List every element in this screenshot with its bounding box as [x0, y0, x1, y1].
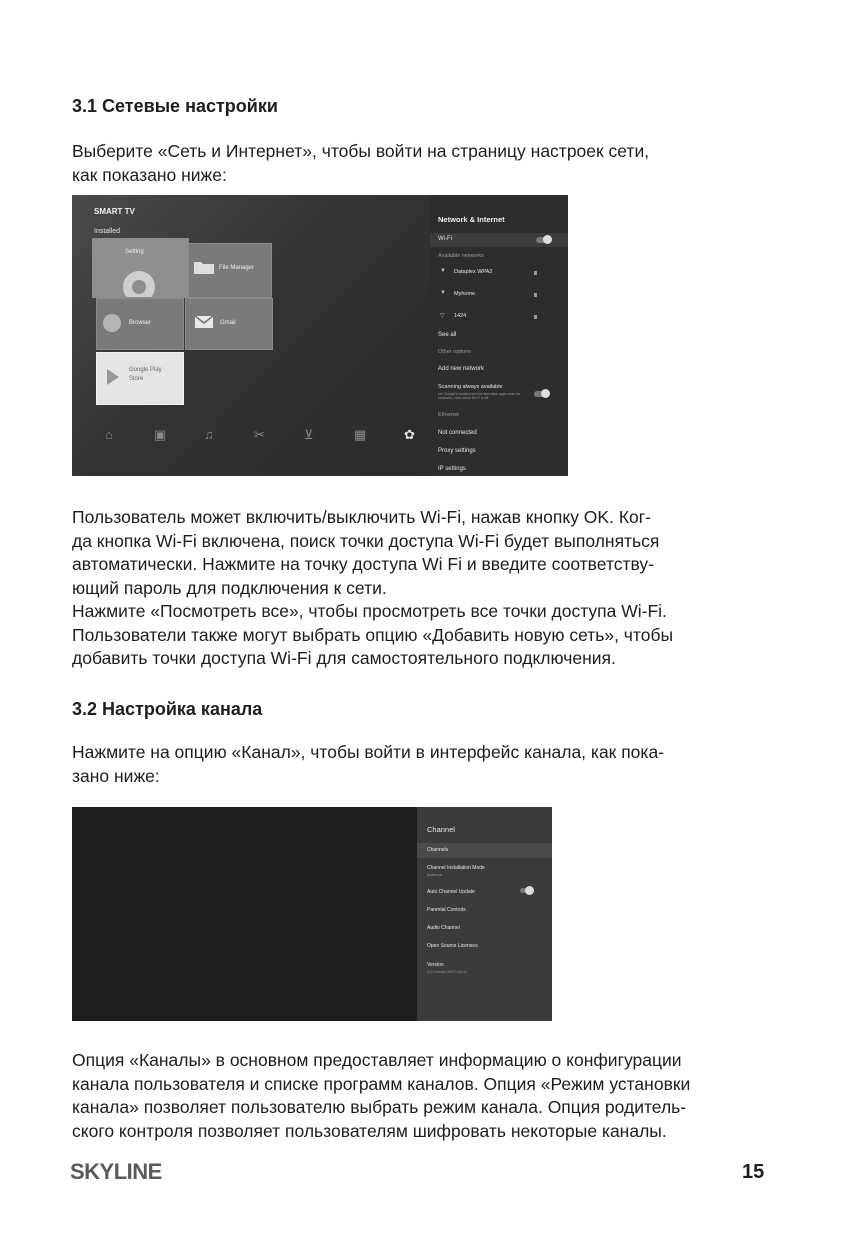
wifi-row[interactable]: [430, 233, 568, 247]
brand-label: SMART TV: [94, 207, 135, 216]
network-settings-screenshot: [72, 195, 568, 476]
gear-icon: [117, 261, 161, 297]
apps-icon[interactable]: ▦: [354, 427, 367, 442]
store-label: Store: [129, 376, 144, 382]
body-line: Пользователи также могут выбрать опцию «Добавить новую сеть», чтобы: [72, 624, 674, 645]
intro-line: Выберите «Сеть и Интернет», чтобы войти на страницу настроек сети,: [72, 141, 650, 161]
play-store-icon: [105, 367, 121, 387]
ethernet-status[interactable]: Not connected: [438, 430, 477, 436]
intro-line: как показано ниже:: [72, 164, 227, 185]
body-line: да кнопка Wi-Fi включена, поиск точки доступа Wi-Fi будет выполняться: [72, 530, 660, 551]
channel-panel: [417, 807, 552, 1021]
channel-menu-item[interactable]: Auto Channel Update: [427, 889, 475, 895]
section-2-body: [72, 1049, 772, 1143]
scanning-toggle[interactable]: [534, 391, 548, 397]
skyline-logo: SKYLINE: [70, 1159, 162, 1184]
setting-tile[interactable]: [92, 238, 189, 298]
available-networks-label: Available networks: [438, 253, 484, 259]
scanning-item[interactable]: Scanning always available: [438, 384, 503, 390]
section-2-heading: 3.2 Настройка канала: [72, 699, 263, 719]
wifi-label: Wi-Fi: [438, 236, 452, 242]
file-manager-label: File Manager: [219, 265, 255, 271]
channel-menu-item[interactable]: Channel Installation Mode: [427, 865, 485, 871]
network-item[interactable]: Myhome: [454, 291, 476, 297]
browser-tile[interactable]: [96, 298, 184, 350]
scanning-description: Let Google's location service and other apps scan for networks, even when Wi-Fi is off: [438, 392, 521, 400]
ip-settings-item[interactable]: IP settings: [438, 466, 466, 472]
gmail-label: Gmail: [220, 320, 236, 326]
channel-menu-item[interactable]: Audio Channel: [427, 925, 460, 931]
body-line: ского контроля позволяет пользователям шифровать некоторые каналы.: [72, 1120, 667, 1141]
google-play-label: Google Play: [129, 367, 162, 373]
section-1-heading: 3.1 Сетевые настройки: [72, 96, 278, 116]
see-all-item[interactable]: See all: [438, 332, 457, 338]
settings-gear-icon[interactable]: ✿: [404, 427, 415, 442]
setting-label: Setting: [125, 249, 144, 255]
lock-icon: [534, 315, 537, 319]
network-item[interactable]: 1424: [454, 313, 467, 319]
browser-icon: [103, 314, 121, 332]
ethernet-label: Ethernet: [438, 412, 459, 418]
add-network-item[interactable]: Add new network: [438, 366, 485, 372]
folder-icon: [193, 259, 215, 275]
mail-icon: [194, 314, 214, 330]
channel-menu-item[interactable]: Version: [427, 962, 444, 968]
channel-menu-item[interactable]: Open Source Licenses: [427, 943, 478, 949]
music-icon[interactable]: ♫: [204, 427, 214, 442]
wifi-toggle[interactable]: [536, 237, 550, 243]
body-line: ющий пароль для подключения к сети.: [72, 577, 387, 598]
channel-menu-item[interactable]: Channels: [427, 847, 449, 853]
file-manager-tile[interactable]: [188, 243, 272, 298]
proxy-settings-item[interactable]: Proxy settings: [438, 448, 476, 454]
tv-icon[interactable]: ▣: [154, 427, 167, 442]
channel-menu-subtitle: Antenna: [427, 872, 442, 877]
channel-settings-screenshot: [72, 807, 552, 1021]
section-1-intro: [72, 140, 772, 187]
auto-update-toggle[interactable]: [520, 888, 532, 893]
launcher-area: [72, 195, 430, 476]
body-line: Пользователь может включить/выключить Wi-Fi, нажав кнопку OK. Ког-: [72, 507, 651, 527]
intro-line: Нажмите на опцию «Канал», чтобы войти в интерфейс канала, как пока-: [72, 742, 665, 762]
network-panel: [430, 195, 568, 476]
cart-icon[interactable]: ⊻: [304, 427, 314, 442]
body-line: автоматически. Нажмите на точку доступа Wi Fi и введите соответству-: [72, 554, 655, 574]
google-play-tile[interactable]: [96, 352, 184, 405]
wifi-signal-icon: ▽: [440, 313, 445, 319]
body-line: Нажмите «Посмотреть все», чтобы просмотреть все точки доступа Wi-Fi.: [72, 601, 667, 621]
intro-line: зано ниже:: [72, 765, 160, 786]
movie-icon[interactable]: ✂: [254, 427, 265, 442]
body-line: Опция «Каналы» в основном предоставляет информацию о конфигурации: [72, 1050, 682, 1070]
home-icon[interactable]: ⌂: [105, 427, 113, 442]
section-1-body: [72, 506, 772, 671]
network-item[interactable]: Dataplex WPA2: [454, 269, 493, 275]
wifi-signal-icon: ▼: [440, 290, 446, 296]
body-line: канала пользователя и списке программ каналов. Опция «Режим установки: [72, 1073, 691, 1094]
channel-menu-item[interactable]: Parental Controls: [427, 907, 466, 913]
version-value: 1.0.3-build-2017-04-11: [427, 969, 468, 974]
section-2-intro: [72, 741, 772, 788]
browser-label: Browser: [129, 320, 152, 326]
other-options-label: Other options: [438, 349, 472, 355]
wifi-signal-icon: ▼: [440, 268, 446, 274]
channel-panel-title: Channel: [427, 825, 455, 834]
lock-icon: [534, 271, 537, 275]
installed-label: Installed: [94, 228, 121, 235]
page-number: 15: [742, 1161, 765, 1183]
lock-icon: [534, 293, 537, 297]
panel-title: Network & Internet: [438, 215, 505, 224]
gmail-tile[interactable]: [185, 298, 273, 350]
body-line: канала» позволяет пользователю выбрать режим канала. Опция родитель-: [72, 1097, 687, 1117]
body-line: добавить точки доступа Wi-Fi для самостоятельного подключения.: [72, 648, 616, 668]
